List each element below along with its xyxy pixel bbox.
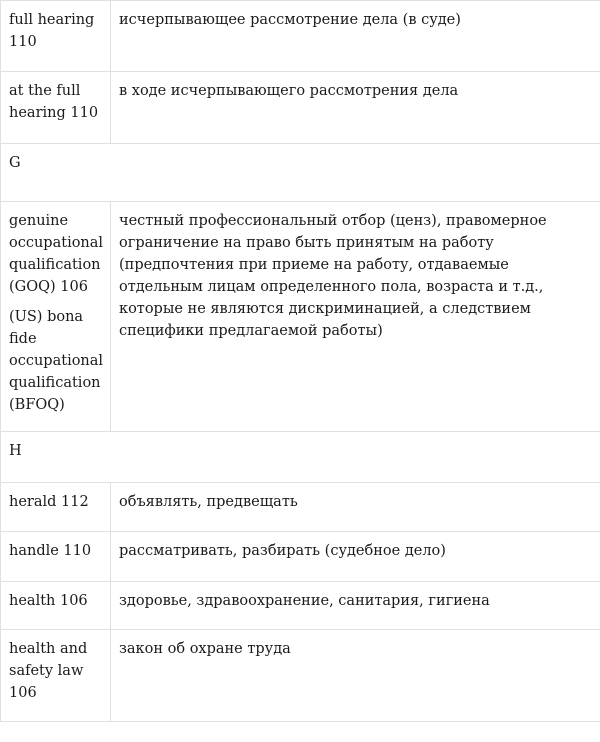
section-letter: G	[9, 155, 21, 171]
table-row	[1, 1, 600, 72]
term-cell	[1, 1, 111, 72]
definition-text: объявлять, предвещать	[119, 494, 298, 510]
term-text: herald 112	[9, 494, 89, 510]
term-text: full hearing 110	[9, 12, 95, 50]
definition-cell	[111, 582, 600, 630]
definition-cell	[111, 532, 600, 582]
table-row	[1, 582, 600, 630]
table-row	[1, 630, 600, 722]
term-cell	[1, 582, 111, 630]
term-text: genuine occupational qualification (GOQ) 106	[9, 213, 104, 295]
section-letter-cell	[1, 144, 600, 202]
section-letter: H	[9, 443, 22, 459]
term-alt-text: (US) bona fide occupational qualification (BFOQ)	[9, 309, 104, 413]
definition-text: закон об охране труда	[119, 641, 291, 657]
table-row	[1, 202, 600, 432]
definition-text: исчерпывающее рассмотрение дела (в суде)	[119, 12, 461, 28]
definition-cell	[111, 202, 600, 432]
term-text: health and safety law 106	[9, 641, 88, 701]
definition-cell	[111, 72, 600, 144]
table-row	[1, 532, 600, 582]
definition-text: в ходе исчерпывающего рассмотрения дела	[119, 83, 459, 99]
term-cell	[1, 630, 111, 722]
table-row	[1, 72, 600, 144]
term-text: at the full hearing 110	[9, 83, 99, 121]
term-cell	[1, 202, 111, 432]
term-text: health 106	[9, 593, 88, 609]
term-cell	[1, 483, 111, 532]
term-text: handle 110	[9, 543, 92, 559]
section-row	[1, 432, 600, 483]
table-row	[1, 483, 600, 532]
definition-cell	[111, 630, 600, 722]
definition-cell	[111, 1, 600, 72]
term-cell	[1, 72, 111, 144]
term-cell	[1, 532, 111, 582]
definition-text: рассматривать, разбирать (судебное дело)	[119, 543, 446, 559]
definition-cell	[111, 483, 600, 532]
definition-text: здоровье, здравоохранение, санитария, гигиена	[119, 593, 490, 609]
section-letter-cell	[1, 432, 600, 483]
section-row	[1, 144, 600, 202]
definition-text: честный профессиональный отбор (ценз), правомерное ограничение на право быть принятым на работу (предпочтения при приеме на работу, отдаваемые отдельным лицам определенного пола, возраста и т.д., которые не являются дискриминацией, а следствием специфики предлагаемой работы)	[119, 213, 547, 339]
